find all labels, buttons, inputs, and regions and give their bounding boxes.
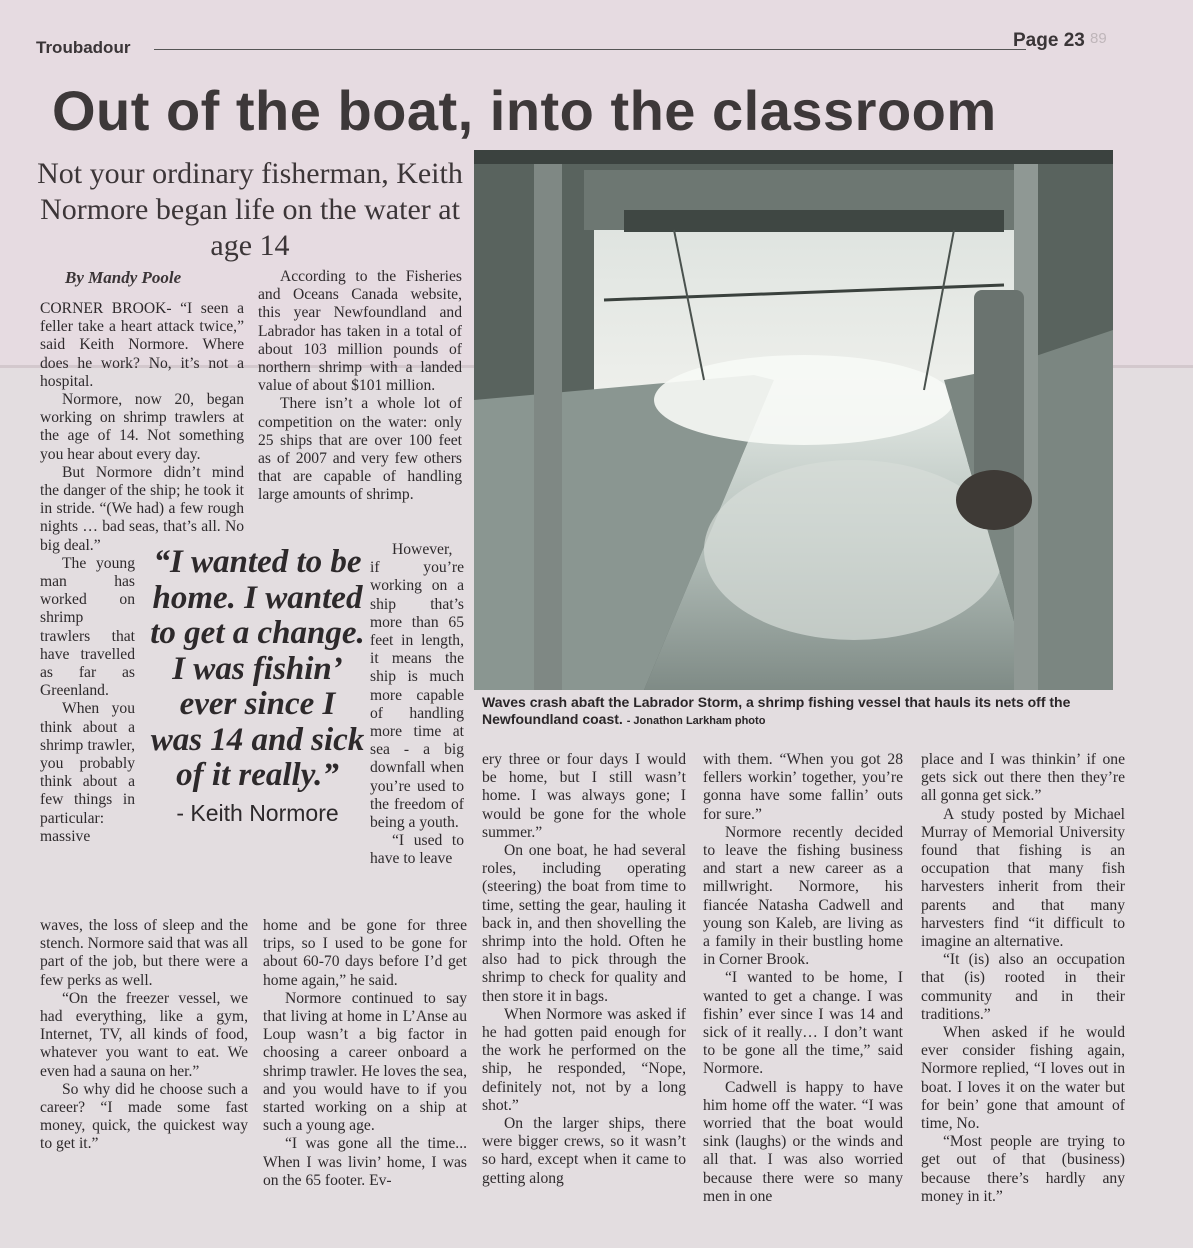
paragraph: Normore recently decided to leave the fishing business and start a new career as a millwright. Normore, his fiancée Natasha Cadwell and young son Kaleb, are living as a family in their bustling home in Corner Brook.: [703, 823, 903, 969]
paragraph: When Normore was asked if he had gotten paid enough for the work he performed on the ship, he responded, “Nope, definitely not, not by a long shot.”: [482, 1005, 686, 1114]
paragraph: So why did he choose such a career? “I made some fast money, quick, the quickest way to get it.”: [40, 1080, 248, 1153]
pull-quote: [150, 545, 365, 827]
column-1-continued: [40, 917, 248, 1154]
paragraph: Normore continued to say that living at home in L’Anse au Loup wasn’t a big factor in choosing a career onboard a shrimp trawler. He loves the sea, and you would have to if you started working on a ship at such a young age.: [263, 989, 467, 1135]
paragraph: Cadwell is happy to have him home off the water. “I was worried that the boat would sink (laughs) or the winds and all that. I was also worried because there were so many men in one: [703, 1078, 903, 1205]
column-5: [921, 751, 1125, 1206]
column-2: [258, 268, 462, 505]
publication-name: Troubadour: [36, 38, 131, 57]
paragraph: ery three or four days I would be home, but I still wasn’t home. I was always gone; I would be gone for the whole summer.”: [482, 751, 686, 841]
paragraph: “I used to have to leave: [370, 832, 464, 868]
paragraph: The young man has worked on shrimp trawlers that have travelled as far as Greenland.: [40, 554, 135, 700]
paragraph: “I wanted to be home, I wanted to get a change. I was fishin’ ever since I was 14 and sick of it really… I don’t want to be gone all the time,” said Normore.: [703, 969, 903, 1078]
paragraph: Normore, now 20, began working on shrimp trawlers at the age of 14. Not something you hear about every day.: [40, 391, 244, 463]
column-2-continued: [263, 917, 467, 1190]
photo-caption: [482, 694, 1122, 728]
paragraph: On the larger ships, there were bigger crews, so it wasn’t so hard, except when it came to getting along: [482, 1115, 686, 1187]
caption-text: Waves crash abaft the Labrador Storm, a shrimp fishing vessel that hauls its nets off the Newfoundland coast.: [482, 694, 1071, 727]
page-header: [36, 30, 1096, 58]
paragraph: CORNER BROOK- “I seen a feller take a heart attack twice,” said Keith Normore. Where does he work? No, it’s not a hospital.: [40, 300, 244, 390]
header-rule: [154, 49, 1026, 50]
article-byline: By Mandy Poole: [65, 268, 182, 287]
paragraph: waves, the loss of sleep and the stench. Normore said that was all part of the job, but there were a few perks as well.: [40, 917, 248, 989]
paragraph: “It (is) also an occupation that (is) rooted in their community and in their traditions.”: [921, 951, 1125, 1023]
paragraph: When asked if he would ever consider fishing again, Normore replied, “I loves out in boat. I loves it on the water but for bein’ gone that amount of time, No.: [921, 1024, 1125, 1133]
paragraph: place and I was thinkin’ if one gets sick out there then they’re all gonna get sick.”: [921, 751, 1125, 805]
paragraph: home and be gone for three trips, so I used to be gone for about 60-70 days before I’d get home again,” he said.: [263, 917, 467, 989]
paragraph: “On the freezer vessel, we had everything, like a gym, Internet, TV, all kinds of food, whatever you want to eat. We even had a sauna on her.”: [40, 989, 248, 1080]
paragraph: with them. “When you got 28 fellers workin’ together, you’re gonna have some fallin’ outs for sure.”: [703, 751, 903, 823]
paragraph: A study posted by Michael Murray of Memorial University found that fishing is an occupation that many fish harvesters inherit from their parents and that many harvesters find “it difficult to imagine an alternative.: [921, 805, 1125, 951]
photo-credit: - Jonathon Larkham photo: [626, 715, 766, 727]
paragraph: There isn’t a whole lot of competition on the water: only 25 ships that are over 100 feet as of 2007 and very few others that are capable of handling large amounts of shrimp.: [258, 395, 462, 504]
bleed-through-page-number: 89: [1090, 30, 1107, 47]
paragraph: “Most people are trying to get out of that (business) because there’s hardly any money in it.”: [921, 1133, 1125, 1205]
pull-quote-text: “I wanted to be home. I wanted to get a change. I was fishin’ ever since I was 14 and sick of it really.”: [150, 544, 365, 793]
photo-labrador-storm: [474, 150, 1113, 690]
article-headline: Out of the boat, into the classroom: [52, 79, 997, 142]
paragraph: However, if you’re working on a ship that’s more than 65 feet in length, it means the ship is much more capable of handling more time at sea - a big downfall when you’re used to the freedom of being a youth.: [370, 541, 464, 832]
paragraph: According to the Fisheries and Oceans Canada website, this year Newfoundland and Labrador has taken in a total of about 103 million pounds of northern shrimp with a landed value of about $101 million.: [258, 268, 462, 395]
paragraph: On one boat, he had several roles, including operating (steering) the boat from time to time, setting the gear, hauling it back in, and then shovelling the shrimp into the hold. Often he also had to pick through the shrimp to check for quality and then store it in bags.: [482, 842, 686, 1005]
article-deck: Not your ordinary fisherman, Keith Normore began life on the water at age 14: [37, 157, 463, 262]
page-number: Page 23: [1013, 30, 1085, 51]
column-4: [703, 751, 903, 1206]
paragraph: “I was gone all the time... When I was livin’ home, I was on the 65 footer. Ev-: [263, 1135, 467, 1189]
pull-quote-attribution: - Keith Normore: [176, 799, 339, 826]
column-2-strip: [370, 541, 464, 869]
paragraph: When you think about a shrimp trawler, you probably think about a few things in particular: massive: [40, 700, 135, 845]
paragraph: But Normore didn’t mind the danger of the ship; he took it in stride. “(We had) a few rough nights … bad seas, that’s all. No big deal.”: [40, 463, 244, 554]
column-3: [482, 751, 686, 1188]
